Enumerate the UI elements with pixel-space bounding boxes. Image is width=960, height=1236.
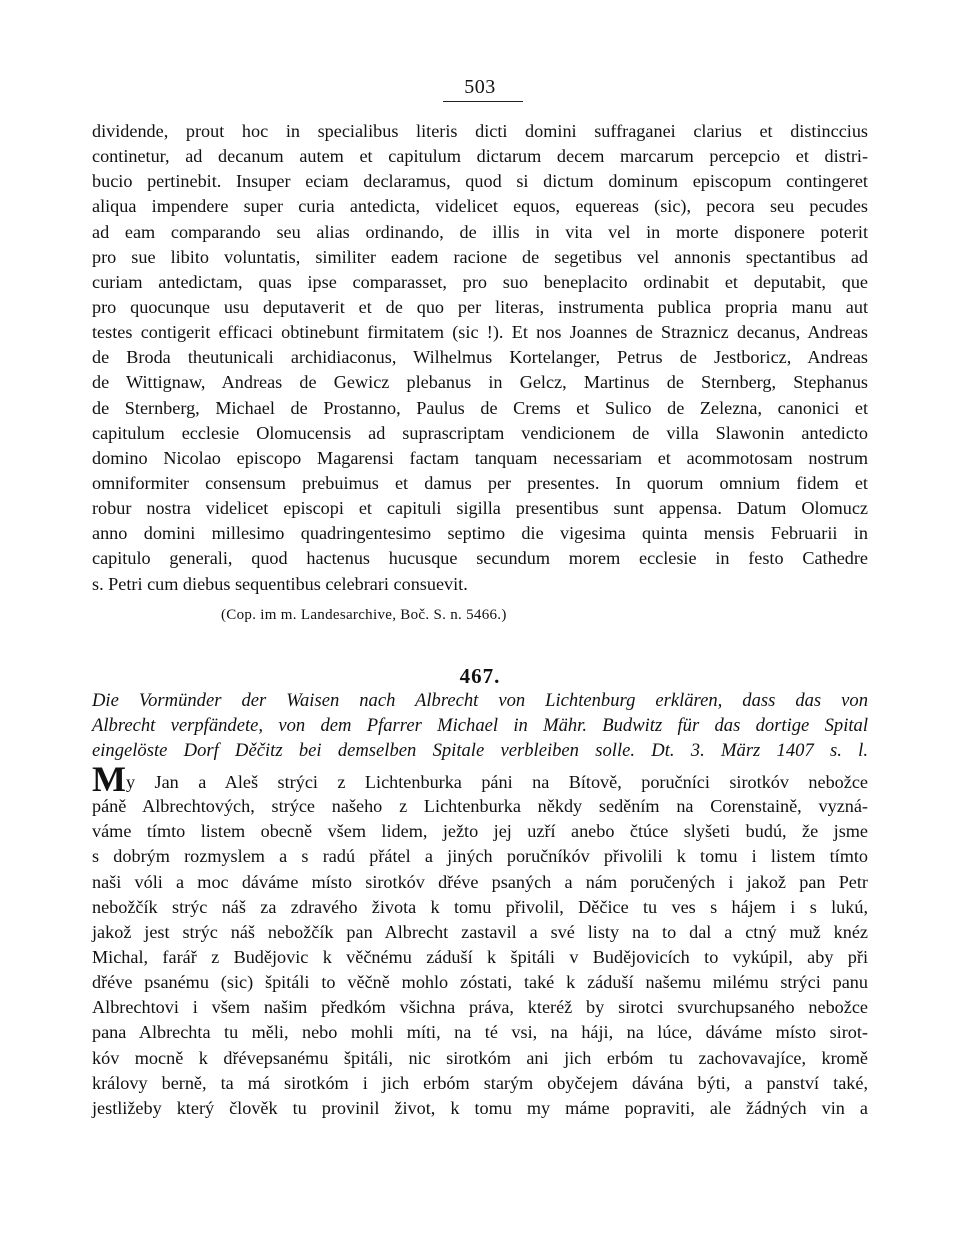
text-line: pro sue libito voluntatis, similiter eadem racione de segetibus vel annonis spectantibus ad [92, 246, 868, 267]
text-line: de Wittignaw, Andreas de Gewicz plebanus in Gelcz, Martinus de Sternberg, Stephanus [92, 372, 868, 393]
heading-line: eingelöste Dorf Děčitz bei demselben Spitale verbleiben solle. Dt. 3. März 1407 s. l. [92, 740, 868, 762]
text-line: jestližeby který člověk tu provinil život, k tomu my máme popraviti, ale žádných vin a [92, 1097, 868, 1118]
page-number-rule [443, 101, 523, 102]
text-line: Albrechtovi i všem našim předkóm všichna práva, kteréž by sirotci svurchupsaného nebožce [92, 997, 868, 1018]
text-line: dřéve psanému (sic) špitáli to věčně mohlo zóstati, také k záduší našemu milému strýci panu [92, 972, 868, 993]
archive-citation: (Cop. im m. Landesarchive, Boč. S. n. 5466.) [221, 607, 507, 623]
text-line: s. Petri cum diebus sequentibus celebrari consuevit. [92, 573, 468, 594]
text-line: bucio pertinebit. Insuper eciam declaramus, quod si dictum dominum episcopum contingeret [92, 171, 868, 192]
text-line-first [92, 759, 868, 799]
text-line: anno domini millesimo quadringentesimo septimo die vigesima quinta mensis Februarii in [92, 523, 868, 544]
text-line: continetur, ad decanum autem et capitulum dictarum decem marcarum percepcio et distri- [92, 146, 868, 167]
heading-line: Die Vormünder der Waisen nach Albrecht von Lichtenburg erklären, dass das von [92, 690, 868, 711]
text-line: královy berně, ta má sirotkóm i jich erbóm starým obyčejem dávána býti, a panství také, [92, 1072, 868, 1093]
first-line-text: y Jan a Aleš strýci z Lichtenburka páni na Bítově, poručníci sirotkóv nebožce [125, 772, 868, 792]
text-line: ad eam comparando seu alias ordinando, de illis in vita vel in morte disponere poterit [92, 221, 868, 242]
text-line: pana Albrechta tu měli, nebo mohli míti, na té vsi, na háji, na lúce, dáváme místo sirot- [92, 1022, 868, 1043]
czech-text-block [92, 759, 868, 1121]
text-line: Michal, farář z Budějovic k věčnému záduší k špitáli v Budějovicích to vykúpil, aby při [92, 946, 868, 967]
text-line: dividende, prout hoc in specialibus literis dicti domini suffraganei clarius et distinccius [92, 121, 868, 141]
text-line: kóv mocně k dřévepsanému špitáli, nic sirotkóm ani jich erbóm tu zachovavajíce, kromě [92, 1047, 868, 1068]
heading-line: Albrecht verpfändete, von dem Pfarrer Michael in Mähr. Budwitz für das dortige Spital [92, 715, 868, 737]
text-line: váme tímto listem obecně všem lidem, ježto jej uzří anebo čtúce slyšeti budú, že jsme [92, 821, 868, 842]
document-number: 467. [459, 664, 501, 688]
text-line: domino Nicolao episcopo Magarensi factam tanquam necessariam et acommotosam nostrum [92, 447, 868, 468]
text-line: naši vóli a moc dáváme místo sirotkóv dřéve psaných a nám poručených i jakož pan Petr [92, 871, 868, 892]
text-line: de Sternberg, Michael de Prostanno, Paulus de Crems et Sulico de Zelezna, canonici et [92, 397, 868, 418]
drop-initial: M [92, 759, 126, 799]
text-line: s dobrým rozmyslem a s radú přátel a jiných poručníkóv přivolili k tomu i listem tímto [92, 846, 868, 867]
text-line: pro quocunque usu deputaverit et de quo per literas, instrumenta publica propria manu aut [92, 296, 868, 317]
text-line: capitulo generali, quod hactenus hucusque secundum morem ecclesie in festo Cathedre [92, 548, 868, 569]
text-line: de Broda theutunicali archidiaconus, Wilhelmus Kortelanger, Petrus de Jestboricz, Andreas [92, 347, 868, 368]
text-line: páně Albrechtových, strýce našeho z Lichtenburka někdy seděním na Corenstaině, vyzná- [92, 796, 868, 817]
text-line: curiam antedictam, quas ipse comparasset, pro suo beneplacito ordinabit et deputabit, que [92, 271, 868, 292]
text-line: jakož jest strýc náš nebožčík pan Albrecht zastavil a své listy na to dal a ctný muž knéz [92, 921, 868, 942]
latin-text-block [92, 119, 868, 597]
text-line: testes contigerit efficaci obtinebunt firmitatem (sic !). Et nos Joannes de Straznicz decanus, Andreas [92, 322, 868, 343]
text-line: robur nostra videlicet episcopi et capituli sigilla presentibus sunt appensa. Datum Olomucz [92, 498, 868, 519]
text-line: capitulum ecclesie Olomucensis ad suprascriptam vendicionem de villa Slawonin antedicto [92, 422, 868, 443]
document-heading [92, 688, 868, 764]
text-line: nebožčík strýc náš za zdravého života k tomu přivolil, Děčice tu ves s hájem i s lukú, [92, 896, 868, 917]
text-line: aliqua impendere super curia antedicta, videlicet equos, equereas (sic), pecora seu pecudes [92, 196, 868, 217]
page-number: 503 [464, 76, 496, 98]
text-line: omniformiter consensum prebuimus et damus per presentes. In quorum omnium fidem et [92, 472, 868, 493]
